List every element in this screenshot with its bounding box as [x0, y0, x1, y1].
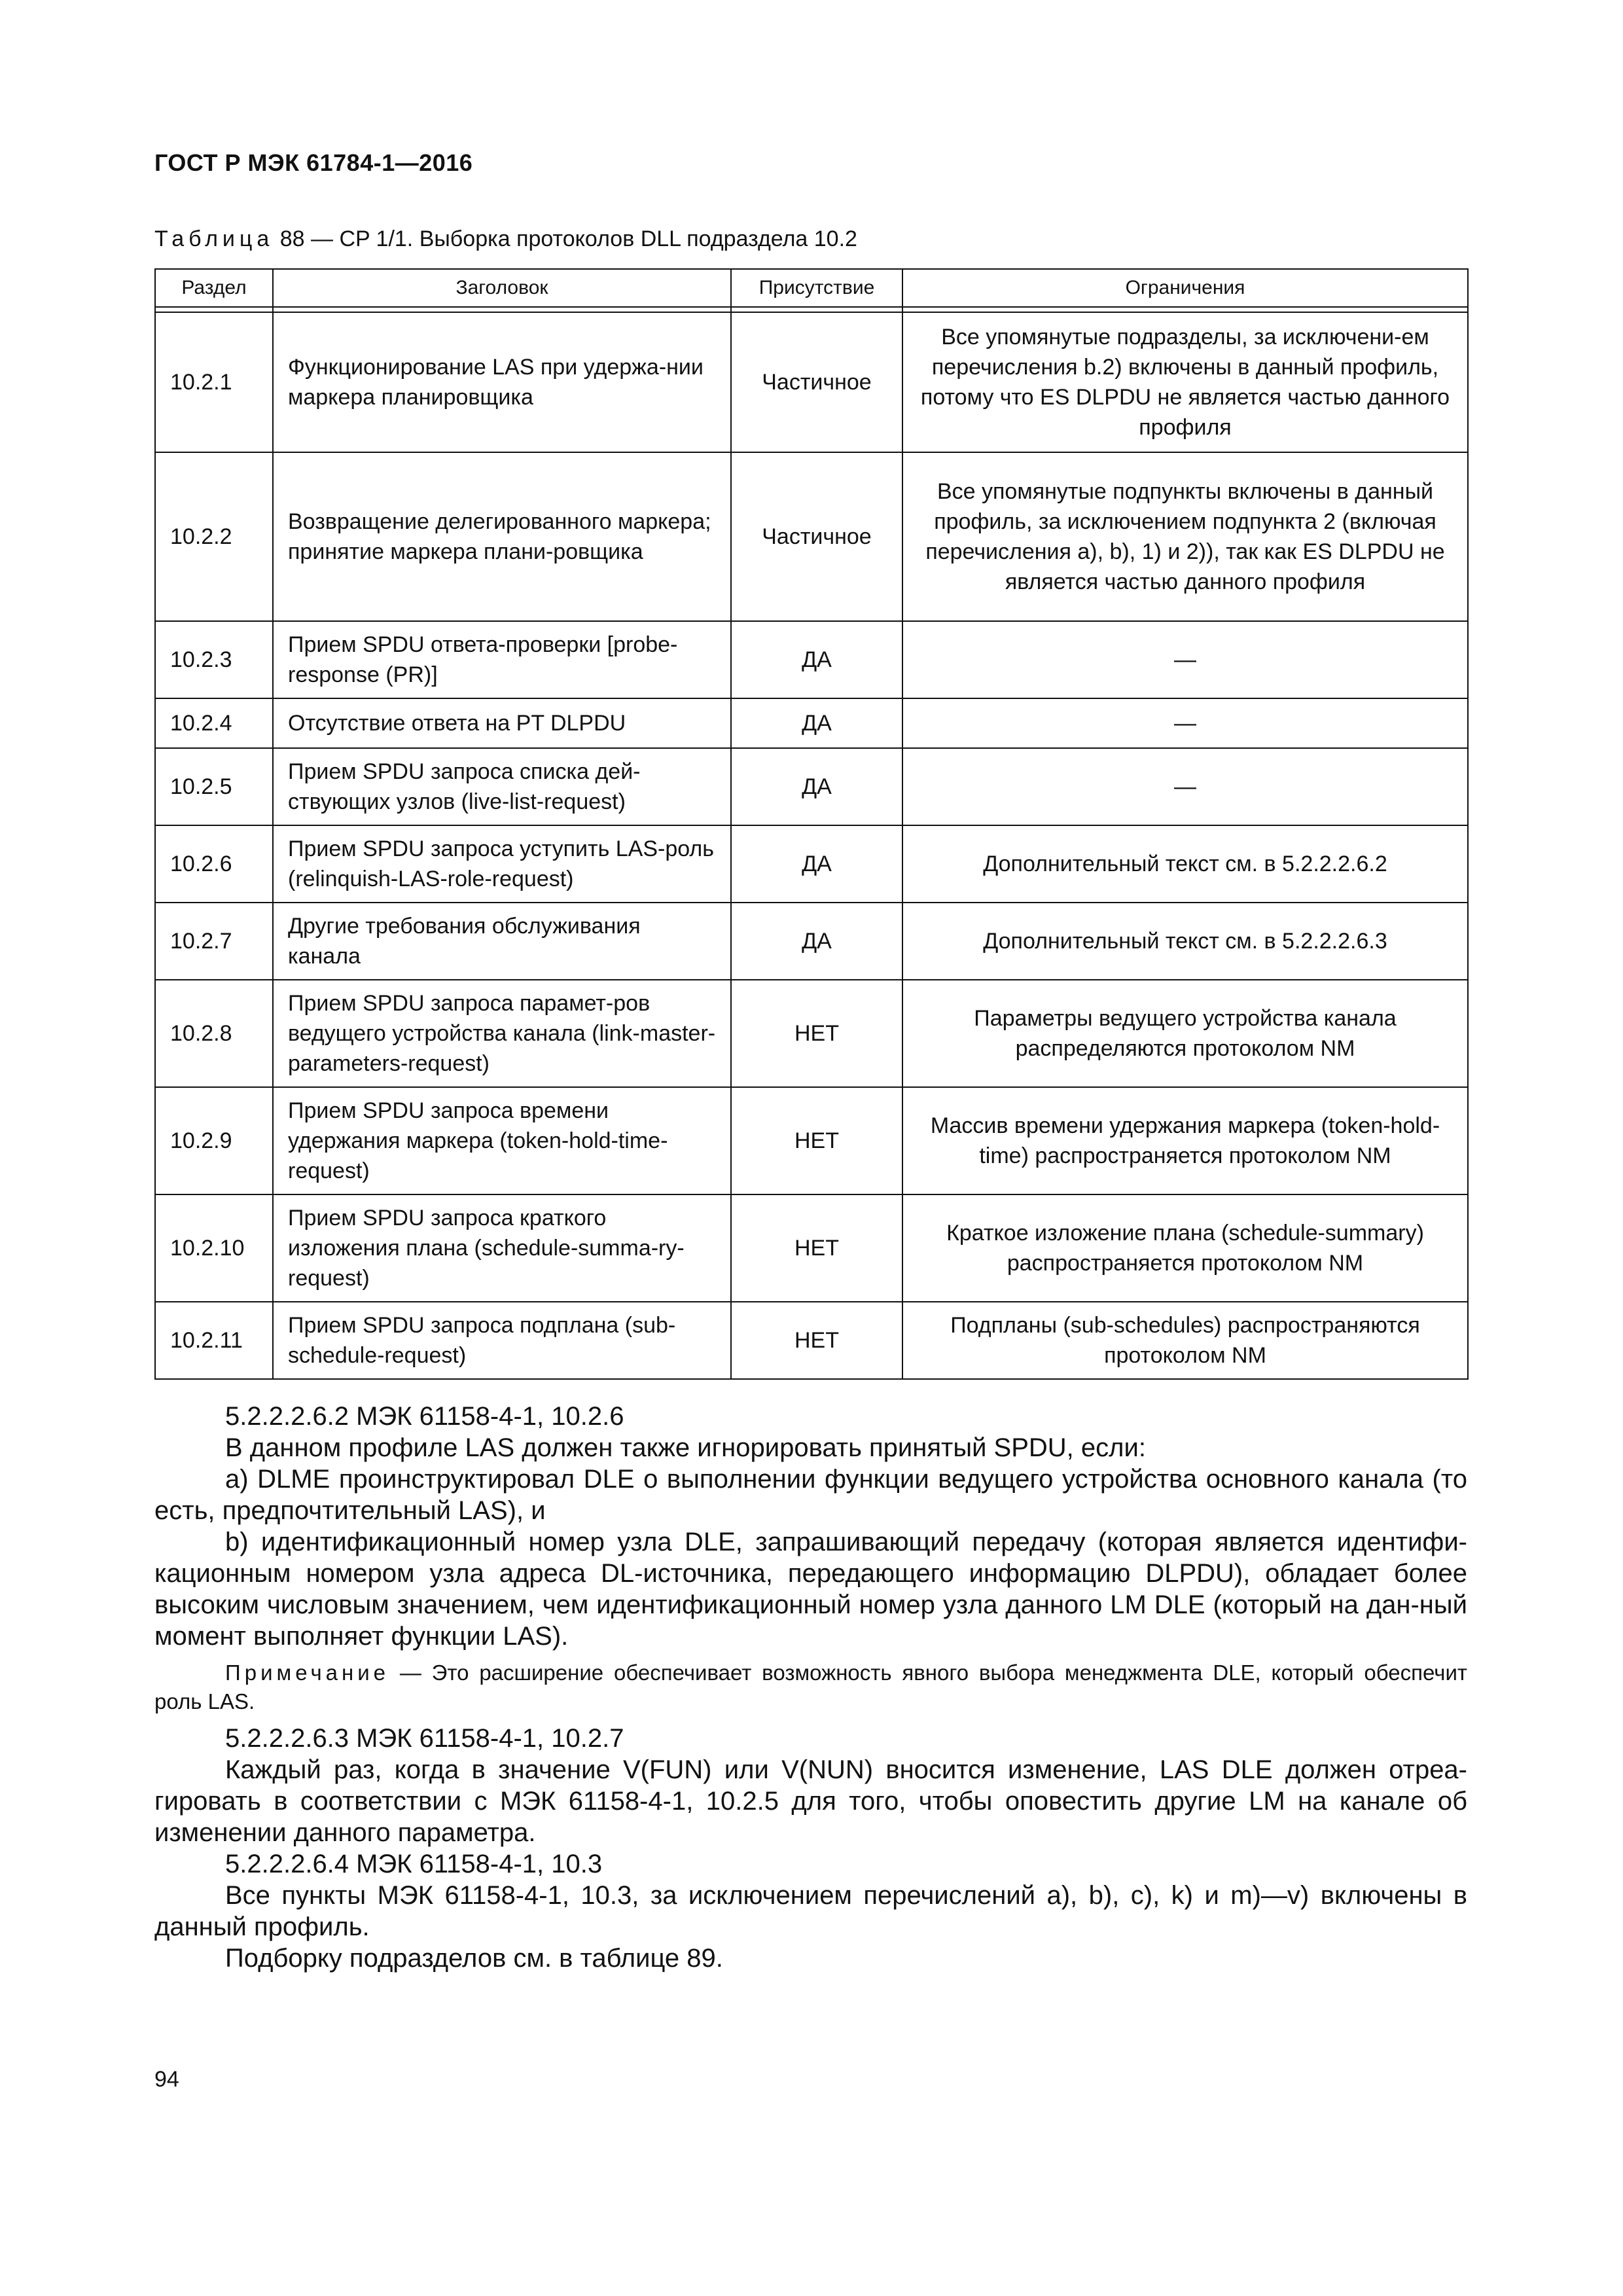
cell-presence: ДА: [731, 698, 902, 748]
table-row: [155, 1194, 1468, 1302]
header-limitations: Ограничения: [902, 269, 1468, 307]
cell-title: Прием SPDU запроса уступить LAS-роль (relinquish-LAS-role-request): [273, 825, 731, 903]
cell-title: Отсутствие ответа на PT DLPDU: [273, 698, 731, 748]
cell-title: Прием SPDU запроса времени удержания маркера (token-hold-time-request): [273, 1087, 731, 1194]
cell-section: 10.2.5: [155, 748, 273, 825]
cell-section: 10.2.6: [155, 825, 273, 903]
cell-presence: НЕТ: [731, 1194, 902, 1302]
cell-title: Функционирование LAS при удержа-нии маркера планировщика: [273, 312, 731, 452]
cell-title: Прием SPDU запроса списка дей-ствующих узлов (live-list-request): [273, 748, 731, 825]
cell-section: 10.2.1: [155, 312, 273, 452]
header-double-rule: [155, 307, 1468, 312]
cell-limitations: —: [902, 748, 1468, 825]
table-row: [155, 698, 1468, 748]
cell-limitations: Все упомянутые подпункты включены в данный профиль, за исключением подпункта 2 (включая перечисления а), b), 1) и 2)), так как ES DLPDU не является частью данного профиля: [902, 452, 1468, 621]
cell-title: Прием SPDU запроса краткого изложения плана (schedule-summa-ry-request): [273, 1194, 731, 1302]
table-header-row: [155, 269, 1468, 307]
list-item: b) идентификационный номер узла DLE, запрашивающий передачу (которая является идентифи-кационным номером узла адреса DL-источника, передающего информацию DLPDU), обладает более высоким числовым значением, чем идентификационный номер узла данного LM DLE (который на дан-ный момент выполняет функции LAS).: [154, 1528, 1467, 1651]
cell-section: 10.2.4: [155, 698, 273, 748]
cell-limitations: —: [902, 621, 1468, 698]
cell-presence: Частичное: [731, 312, 902, 452]
table-row: [155, 825, 1468, 903]
table-row: [155, 903, 1468, 980]
cell-limitations: Дополнительный текст см. в 5.2.2.2.6.3: [902, 903, 1468, 980]
header-presence: Присутствие: [731, 269, 902, 307]
clause-heading: 5.2.2.2.6.4 МЭК 61158-4-1, 10.3: [225, 1850, 603, 1878]
table-caption-prefix: Таблица: [154, 226, 274, 251]
header-section: Раздел: [155, 269, 273, 307]
cell-section: 10.2.10: [155, 1194, 273, 1302]
table-row: [155, 1302, 1468, 1379]
cell-presence: НЕТ: [731, 980, 902, 1087]
document-code: ГОСТ Р МЭК 61784-1—2016: [154, 149, 473, 176]
table-row: [155, 452, 1468, 621]
table-row: [155, 748, 1468, 825]
cell-title: Другие требования обслуживания канала: [273, 903, 731, 980]
paragraph: Подборку подразделов см. в таблице 89.: [225, 1944, 723, 1973]
body-text: [154, 1401, 1467, 1974]
cell-presence: ДА: [731, 825, 902, 903]
list-item: a) DLME проинструктировал DLE о выполнении функции ведущего устройства основного канала (то есть, предпочтительный LAS), и: [154, 1465, 1467, 1525]
cell-presence: НЕТ: [731, 1302, 902, 1379]
cell-limitations: Все упомянутые подразделы, за исключени-ем перечисления b.2) включены в данный профиль, потому что ES DLPDU не является частью данного профиля: [902, 312, 1468, 452]
header-title: Заголовок: [273, 269, 731, 307]
cell-title: Прием SPDU запроса парамет-ров ведущего устройства канала (link-master-parameters-request): [273, 980, 731, 1087]
cell-section: 10.2.9: [155, 1087, 273, 1194]
cell-limitations: Массив времени удержания маркера (token-hold-time) распространяется протоколом NM: [902, 1087, 1468, 1194]
cell-section: 10.2.2: [155, 452, 273, 621]
cell-presence: ДА: [731, 621, 902, 698]
cell-limitations: Параметры ведущего устройства канала распределяются протоколом NM: [902, 980, 1468, 1087]
table-row: [155, 621, 1468, 698]
table-row: [155, 980, 1468, 1087]
cell-section: 10.2.8: [155, 980, 273, 1087]
note: [154, 1659, 1467, 1716]
note-text: — Это расширение обеспечивает возможность явного выбора менеджмента DLE, который обеспечит роль LAS.: [154, 1660, 1467, 1713]
note-label: Примечание: [225, 1660, 390, 1685]
cell-section: 10.2.11: [155, 1302, 273, 1379]
cell-title: Возвращение делегированного маркера; принятие маркера плани-ровщика: [273, 452, 731, 621]
table-caption-text: 88 — CP 1/1. Выборка протоколов DLL подраздела 10.2: [274, 226, 857, 251]
clause-heading: 5.2.2.2.6.2 МЭК 61158-4-1, 10.2.6: [225, 1402, 624, 1431]
clause-heading: 5.2.2.2.6.3 МЭК 61158-4-1, 10.2.7: [225, 1724, 624, 1753]
cell-limitations: Подпланы (sub-schedules) распространяются протоколом NM: [902, 1302, 1468, 1379]
paragraph: Каждый раз, когда в значение V(FUN) или V(NUN) вносится изменение, LAS DLE должен отреа-гировать в соответствии с МЭК 61158-4-1, 10.2.5 для того, чтобы оповестить другие LM на канале об изменении данного параметра.: [154, 1755, 1468, 1847]
cell-limitations: —: [902, 698, 1468, 748]
page-number: 94: [154, 2067, 179, 2092]
cell-limitations: Краткое изложение плана (schedule-summary) распространяется протоколом NM: [902, 1194, 1468, 1302]
protocol-selection-table: [154, 268, 1469, 1380]
cell-title: Прием SPDU запроса подплана (sub-schedule-request): [273, 1302, 731, 1379]
paragraph: Все пункты МЭК 61158-4-1, 10.3, за исключением перечислений a), b), c), k) и m)—v) включены в данный профиль.: [154, 1881, 1467, 1941]
cell-limitations: Дополнительный текст см. в 5.2.2.2.6.2: [902, 825, 1468, 903]
cell-section: 10.2.7: [155, 903, 273, 980]
table-caption: [154, 226, 857, 252]
cell-presence: НЕТ: [731, 1087, 902, 1194]
cell-section: 10.2.3: [155, 621, 273, 698]
cell-presence: ДА: [731, 748, 902, 825]
cell-title: Прием SPDU ответа-проверки [probe-response (PR)]: [273, 621, 731, 698]
table-row: [155, 1087, 1468, 1194]
table-row: [155, 312, 1468, 452]
cell-presence: ДА: [731, 903, 902, 980]
paragraph: В данном профиле LAS должен также игнорировать принятый SPDU, если:: [225, 1433, 1146, 1462]
cell-presence: Частичное: [731, 452, 902, 621]
